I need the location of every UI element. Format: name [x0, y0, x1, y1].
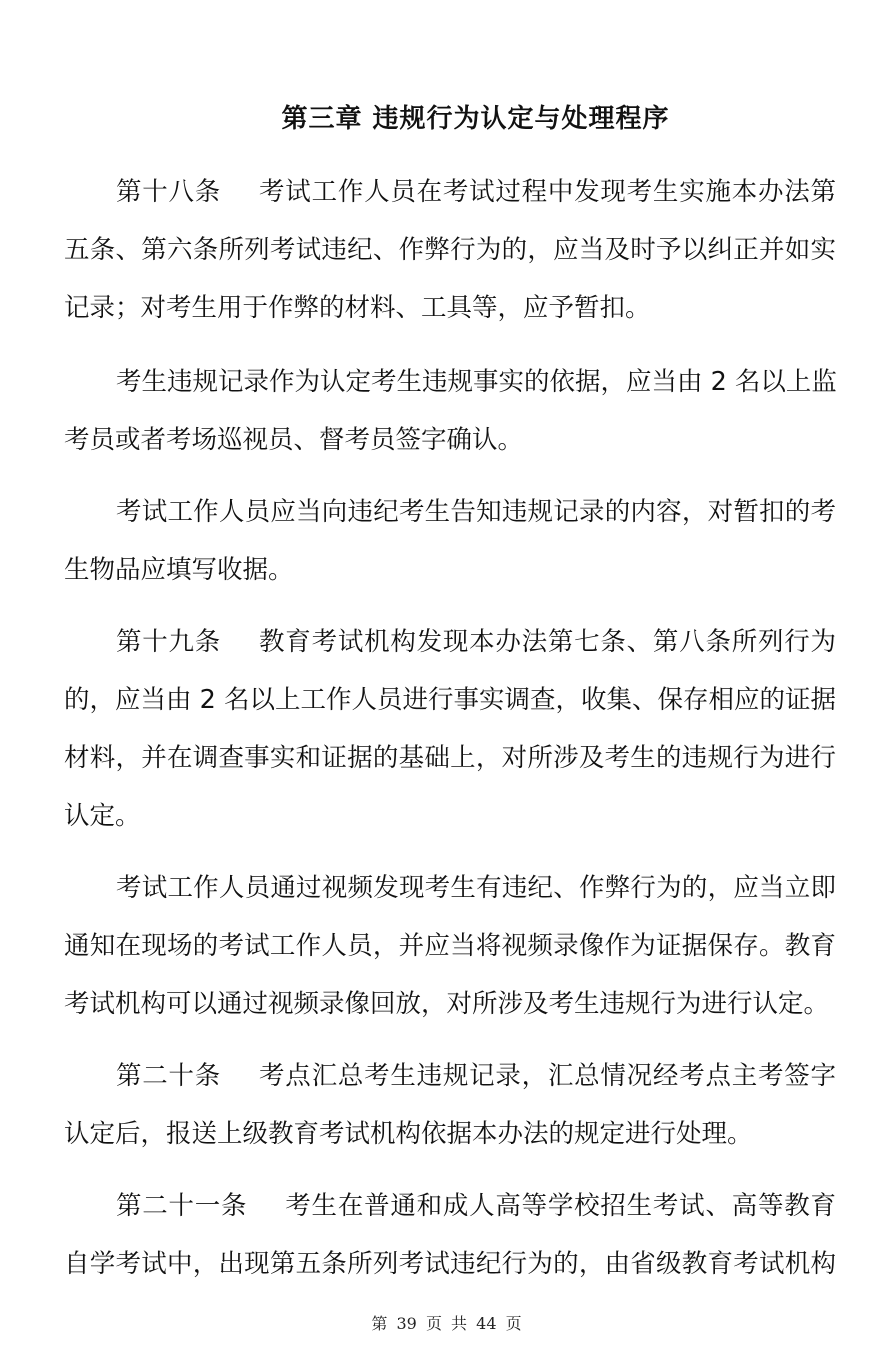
paragraph-line: 考生违规记录作为认定考生违规事实的依据，应当由 2 名以上监: [116, 367, 837, 397]
paragraph-line: [116, 1060, 836, 1092]
paragraph-line: [116, 1190, 836, 1222]
paragraph-line: [116, 626, 836, 658]
page-footer: [0, 1311, 893, 1334]
paragraph-line: 认定后，报送上级教育考试机构依据本办法的规定进行处理。: [64, 1119, 753, 1149]
article-number: 第二十条: [116, 1061, 222, 1091]
paragraph-line: 材料，并在调查事实和证据的基础上，对所涉及考生的违规行为进行: [64, 743, 836, 773]
line-text: 考生在普通和成人高等学校招生考试、高等教育: [285, 1191, 836, 1221]
line-text: 考点汇总考生违规记录，汇总情况经考点主考签字: [259, 1061, 836, 1091]
current-page-number: 39: [396, 1314, 417, 1333]
page-label-prefix: 第: [371, 1314, 388, 1333]
paragraph-line: 通知在现场的考试工作人员，并应当将视频录像作为证据保存。教育: [64, 931, 836, 961]
paragraph-line: 的，应当由 2 名以上工作人员进行事实调查，收集、保存相应的证据: [64, 685, 836, 715]
page-label-mid: 页 共: [425, 1314, 468, 1333]
paragraph-line: 生物品应填写收据。: [64, 555, 294, 585]
article-number: 第二十一条: [116, 1191, 248, 1221]
paragraph-line: 考员或者考场巡视员、督考员签字确认。: [64, 425, 524, 455]
paragraph-line: 考试机构可以通过视频录像回放，对所涉及考生违规行为进行认定。: [64, 989, 830, 1019]
paragraph-line: 五条、第六条所列考试违纪、作弊行为的，应当及时予以纠正并如实: [64, 235, 836, 265]
paragraph-line: 自学考试中，出现第五条所列考试违纪行为的，由省级教育考试机构: [64, 1249, 836, 1279]
paragraph-line: 记录；对考生用于作弊的材料、工具等，应予暂扣。: [64, 293, 651, 323]
chapter-title: 第三章 违规行为认定与处理程序: [281, 104, 670, 134]
paragraph-line: 考试工作人员通过视频发现考生有违纪、作弊行为的，应当立即: [116, 873, 836, 903]
page-label-suffix: 页: [505, 1314, 522, 1333]
article-number: 第十九条: [116, 627, 222, 657]
paragraph-line: [116, 176, 836, 208]
line-text: 考试工作人员在考试过程中发现考生实施本办法第: [259, 177, 836, 207]
paragraph-line: 考试工作人员应当向违纪考生告知违规记录的内容，对暂扣的考: [116, 497, 836, 527]
total-pages-number: 44: [476, 1314, 497, 1333]
article-number: 第十八条: [116, 177, 222, 207]
line-text: 教育考试机构发现本办法第七条、第八条所列行为: [259, 627, 836, 657]
paragraph-line: 认定。: [64, 801, 141, 831]
